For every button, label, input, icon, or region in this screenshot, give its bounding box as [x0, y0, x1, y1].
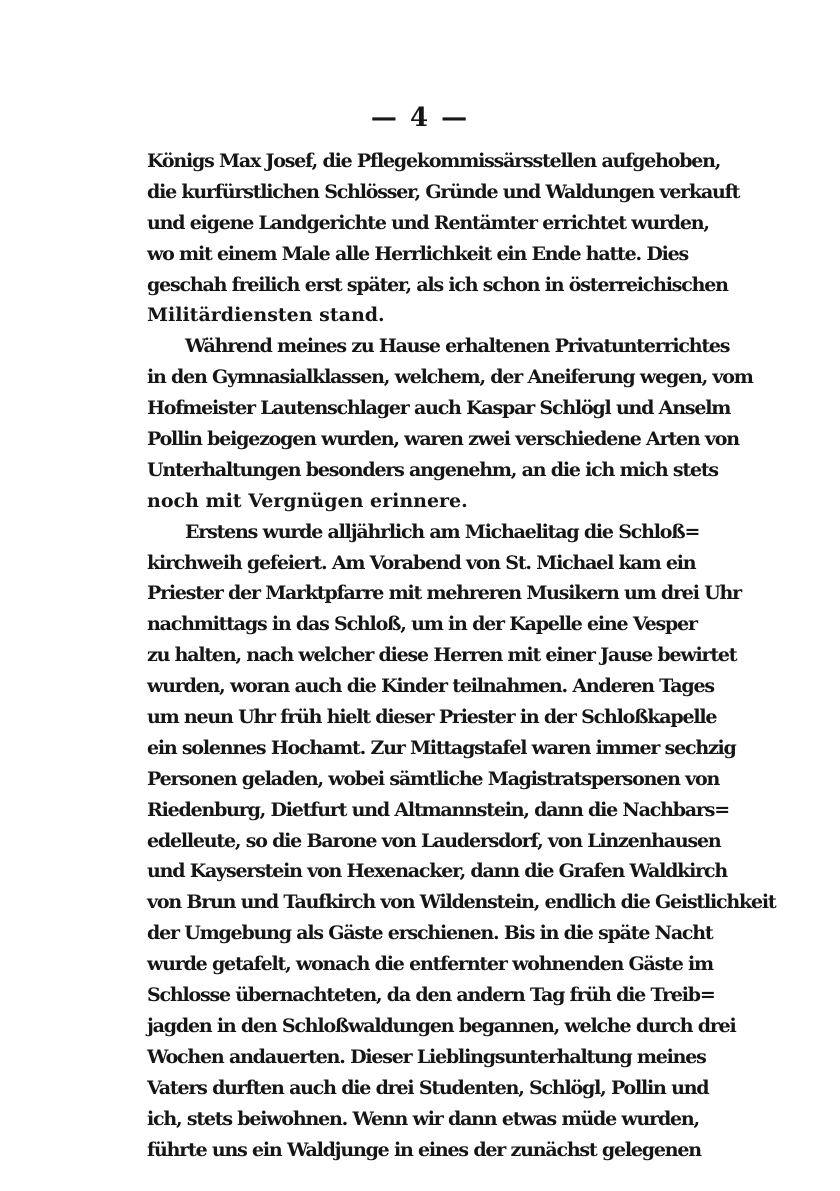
- text-line: wo mit einem Male alle Herrlichkeit ein Ende hatte. Dies: [147, 242, 689, 265]
- text-line: zu halten, nach welcher diese Herren mit einer Jause bewirtet: [147, 644, 737, 667]
- paragraph-3: [147, 517, 776, 1166]
- text-line: Erstens wurde alljährlich am Michaelitag die Schloß=: [185, 520, 700, 543]
- text-line: Hofmeister Lautenschlager auch Kaspar Schlögl und Anselm: [147, 397, 731, 420]
- text-line: Vaters durften auch die drei Studenten, Schlögl, Pollin und: [147, 1076, 709, 1099]
- text-line: führte uns ein Waldjunge in eines der zunächst gelegenen: [147, 1138, 701, 1161]
- text-line: Königs Max Josef, die Pflegekommissärsstellen aufgehoben,: [147, 150, 721, 172]
- text-line: von Brun und Taufkirch von Wildenstein, endlich die Geistlichkeit: [147, 891, 776, 914]
- text-line: kirchweih gefeiert. Am Vorabend von St. Michael kam ein: [147, 551, 696, 574]
- text-line: wurde getafelt, wonach die entfernter wohnenden Gäste im: [147, 953, 713, 976]
- text-line: die kurfürstlichen Schlösser, Gründe und Waldungen verkauft: [147, 180, 740, 203]
- text-line: Wochen andauerten. Dieser Lieblingsunterhaltung meines: [147, 1045, 706, 1068]
- text-line: Personen geladen, wobei sämtliche Magistratspersonen von: [147, 767, 720, 790]
- text-line: nachmittags in das Schloß, um in der Kapelle eine Vesper: [147, 613, 697, 636]
- page-number: — 4 —: [370, 103, 470, 133]
- text-line: Schlosse übernachteten, da den andern Tag früh die Treib=: [147, 984, 715, 1007]
- text-line: in den Gymnasialklassen, welchem, der Aneiferung wegen, vom: [147, 366, 753, 389]
- paragraph-1: [147, 146, 740, 331]
- text-line: Pollin beigezogen wurden, waren zwei verschiedene Arten von: [147, 428, 739, 451]
- text-line: und Kayserstein von Hexenacker, dann die Grafen Waldkirch: [147, 860, 727, 883]
- text-line: Militärdiensten stand.: [147, 304, 385, 327]
- text-line: geschah freilich erst später, als ich schon in österreichischen: [147, 273, 728, 296]
- text-line: und eigene Landgerichte und Rentämter errichtet wurden,: [147, 211, 709, 234]
- body-text: [147, 146, 776, 1165]
- text-line: ein solennes Hochamt. Zur Mittagstafel waren immer sechzig: [147, 736, 736, 759]
- text-line: edelleute, so die Barone von Laudersdorf, von Linzenhausen: [147, 829, 721, 852]
- text-line: um neun Uhr früh hielt dieser Priester in der Schloßkapelle: [147, 706, 717, 729]
- text-line: wurden, woran auch die Kinder teilnahmen. Anderen Tages: [147, 675, 714, 698]
- text-line: Unterhaltungen besonders angenehm, an die ich mich stets: [147, 458, 718, 481]
- text-line: ich, stets beiwohnen. Wenn wir dann etwas müde wurden,: [147, 1107, 699, 1130]
- text-line: der Umgebung als Gäste erschienen. Bis in die späte Nacht: [147, 922, 713, 945]
- text-line: Während meines zu Hause erhaltenen Privatunterrichtes: [185, 335, 730, 358]
- text-line: jagden in den Schloßwaldungen begannen, welche durch drei: [147, 1014, 736, 1037]
- paragraph-2: [147, 331, 753, 516]
- text-line: noch mit Vergnügen erinnere.: [147, 489, 468, 512]
- text-line: Priester der Marktpfarre mit mehreren Musikern um drei Uhr: [147, 582, 741, 605]
- text-line: Riedenburg, Dietfurt und Altmannstein, dann die Nachbars=: [147, 798, 729, 821]
